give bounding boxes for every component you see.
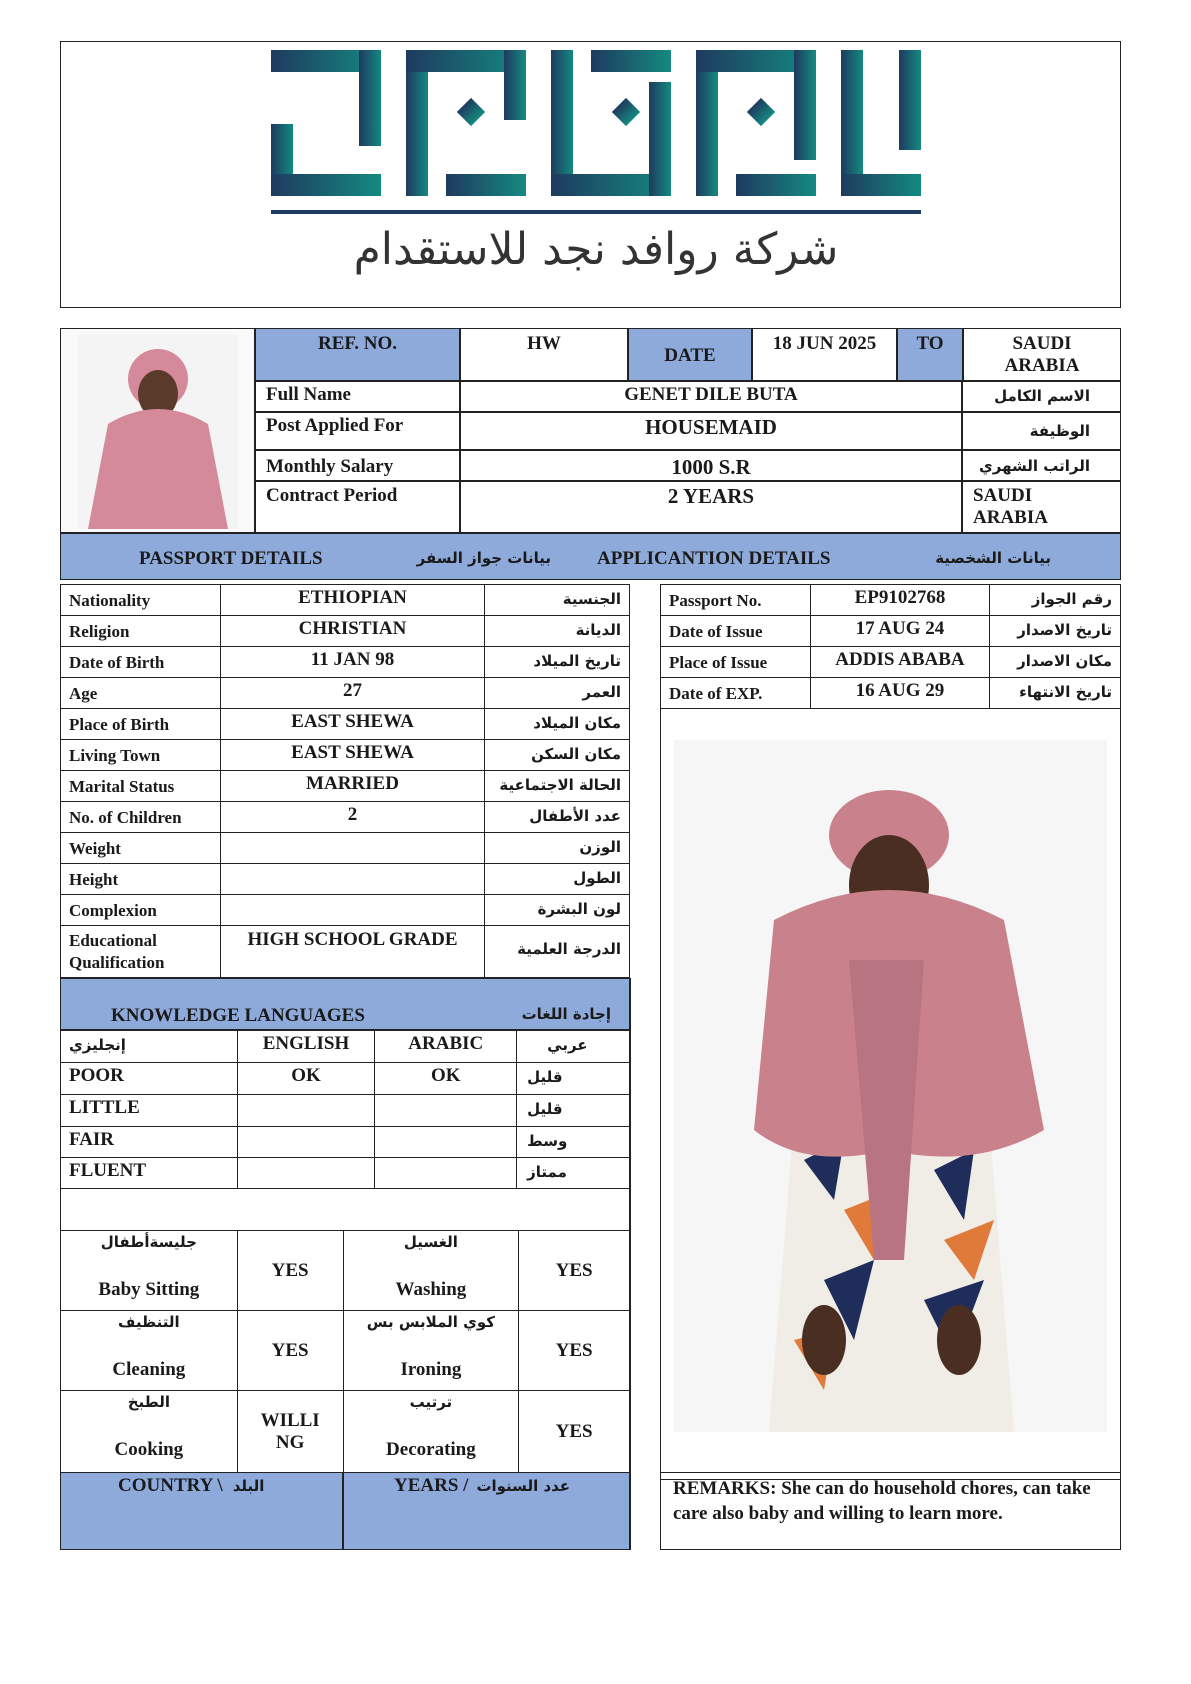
skill-washing bbox=[343, 1231, 519, 1311]
age-ar: العمر bbox=[485, 678, 630, 709]
post-value: HOUSEMAID bbox=[460, 412, 962, 450]
religion-value: CHRISTIAN bbox=[220, 616, 484, 647]
languages-title: KNOWLEDGE LANGUAGES bbox=[111, 1005, 365, 1026]
lang-level: FAIR bbox=[61, 1127, 238, 1158]
passport-details-title: PASSPORT DETAILS bbox=[139, 548, 323, 569]
skill-ironing-label: Ironing bbox=[400, 1359, 462, 1380]
weight-value bbox=[220, 833, 484, 864]
dob-value: 11 JAN 98 bbox=[220, 647, 484, 678]
skills-table bbox=[60, 1230, 630, 1473]
lang-level-ar: قليل bbox=[517, 1095, 630, 1127]
weight-label: Weight bbox=[61, 833, 221, 864]
country-label-ar: البلد bbox=[232, 1477, 265, 1495]
place-of-birth-ar: مكان الميلاد bbox=[485, 709, 630, 740]
lang-level: FLUENT bbox=[61, 1158, 238, 1189]
salary-value: 1000 S.R bbox=[460, 450, 962, 481]
table-row bbox=[661, 647, 1121, 678]
full-name-ar: الاسم الكامل bbox=[962, 381, 1121, 412]
applicant-photo-large bbox=[674, 740, 1107, 1432]
height-value bbox=[220, 864, 484, 895]
post-ar: الوظيفة bbox=[962, 412, 1121, 450]
nationality-label: Nationality bbox=[61, 585, 221, 616]
marital-status-value: MARRIED bbox=[220, 771, 484, 802]
skill-cleaning-value: YES bbox=[237, 1311, 343, 1391]
place-of-birth-value: EAST SHEWA bbox=[220, 709, 484, 740]
passport-no-label: Passport No. bbox=[661, 585, 811, 616]
date-of-exp-value: 16 AUG 29 bbox=[810, 678, 990, 709]
skill-babysitting-value: YES bbox=[237, 1231, 343, 1311]
lang-english-value bbox=[237, 1158, 375, 1189]
place-of-issue-ar: مكان الاصدار bbox=[990, 647, 1121, 678]
languages-table bbox=[60, 1030, 630, 1231]
table-row bbox=[61, 1095, 630, 1127]
lang-level-ar: وسط bbox=[517, 1127, 630, 1158]
skill-ironing-ar: كوي الملابس بس bbox=[366, 1313, 495, 1331]
lang-head-arabic-ar: عربي bbox=[517, 1031, 630, 1063]
skill-decorating bbox=[343, 1391, 519, 1473]
lang-head-arabic: ARABIC bbox=[375, 1031, 517, 1063]
lang-level: POOR bbox=[61, 1063, 238, 1095]
marital-status-label: Marital Status bbox=[61, 771, 221, 802]
skill-washing-label: Washing bbox=[395, 1279, 467, 1300]
nationality-value: ETHIOPIAN bbox=[220, 585, 484, 616]
table-row bbox=[61, 1031, 630, 1063]
table-row bbox=[61, 1189, 630, 1231]
skill-decorating-ar: ترتيب bbox=[409, 1393, 453, 1411]
table-row bbox=[61, 1231, 630, 1311]
country-label: COUNTRY \ bbox=[118, 1475, 223, 1496]
languages-title-ar: إجادة اللغات bbox=[521, 1005, 611, 1023]
living-town-ar: مكان السكن bbox=[485, 740, 630, 771]
table-row bbox=[61, 647, 630, 678]
personal-details-table bbox=[60, 584, 630, 978]
skill-ironing-value: YES bbox=[519, 1311, 630, 1391]
skill-cooking-value: WILLI NG bbox=[237, 1391, 343, 1473]
skill-cleaning bbox=[61, 1311, 238, 1391]
place-of-issue-label: Place of Issue bbox=[661, 647, 811, 678]
skill-cleaning-ar: التنظيف bbox=[118, 1313, 180, 1331]
dob-label: Date of Birth bbox=[61, 647, 221, 678]
lang-arabic-value bbox=[375, 1158, 517, 1189]
skill-cooking-ar: الطبخ bbox=[127, 1393, 171, 1411]
living-town-value: EAST SHEWA bbox=[220, 740, 484, 771]
date-of-issue-label: Date of Issue bbox=[661, 616, 811, 647]
lang-english-value bbox=[237, 1095, 375, 1127]
section-bar bbox=[60, 533, 1121, 580]
table-row bbox=[661, 678, 1121, 709]
experience-years bbox=[343, 1472, 630, 1550]
date-of-exp-ar: تاريخ الانتهاء bbox=[990, 678, 1121, 709]
table-row bbox=[61, 926, 630, 978]
table-row bbox=[61, 709, 630, 740]
lang-english-value: OK bbox=[237, 1063, 375, 1095]
salary-ar: الراتب الشهري bbox=[962, 450, 1121, 481]
table-row bbox=[61, 771, 630, 802]
date-of-exp-label: Date of EXP. bbox=[661, 678, 811, 709]
complexion-value bbox=[220, 895, 484, 926]
table-row bbox=[61, 895, 630, 926]
skill-babysitting bbox=[61, 1231, 238, 1311]
religion-ar: الديانة bbox=[485, 616, 630, 647]
place-of-issue-value: ADDIS ABABA bbox=[810, 647, 990, 678]
table-row bbox=[61, 864, 630, 895]
dob-ar: تاريخ الميلاد bbox=[485, 647, 630, 678]
passport-table bbox=[660, 584, 1121, 709]
marital-status-ar: الحالة الاجتماعية bbox=[485, 771, 630, 802]
skill-cooking-label: Cooking bbox=[114, 1439, 184, 1460]
living-town-label: Living Town bbox=[61, 740, 221, 771]
nationality-ar: الجنسية bbox=[485, 585, 630, 616]
education-label: Educational Qualification bbox=[61, 926, 221, 978]
lang-level-ar: قليل bbox=[517, 1063, 630, 1095]
remarks: REMARKS: She can do household chores, can take care also baby and willing to learn more. bbox=[660, 1472, 1121, 1550]
experience-country bbox=[60, 1472, 343, 1550]
years-label: YEARS / bbox=[394, 1475, 469, 1496]
children-label: No. of Children bbox=[61, 802, 221, 833]
place-of-birth-label: Place of Birth bbox=[61, 709, 221, 740]
education-value: HIGH SCHOOL GRADE bbox=[220, 926, 484, 978]
application-details-title: APPLICANTION DETAILS bbox=[597, 548, 831, 569]
salary-label: Monthly Salary bbox=[255, 450, 460, 481]
passport-details-title-ar: بيانات جواز السفر bbox=[416, 549, 551, 567]
skill-ironing bbox=[343, 1311, 519, 1391]
to-label: TO bbox=[897, 328, 963, 381]
age-value: 27 bbox=[220, 678, 484, 709]
table-row bbox=[61, 1391, 630, 1473]
post-label: Post Applied For bbox=[255, 412, 460, 450]
table-row bbox=[61, 678, 630, 709]
skill-cleaning-label: Cleaning bbox=[112, 1359, 186, 1380]
date-of-issue-value: 17 AUG 24 bbox=[810, 616, 990, 647]
table-row bbox=[61, 585, 630, 616]
years-label-ar: عدد السنوات bbox=[476, 1477, 571, 1495]
height-label: Height bbox=[61, 864, 221, 895]
to-value: SAUDI ARABIA bbox=[963, 328, 1121, 381]
applicant-photo-small bbox=[60, 328, 255, 533]
education-ar: الدرجة العلمية bbox=[485, 926, 630, 978]
letterhead bbox=[60, 41, 1121, 308]
lang-head-english: ENGLISH bbox=[237, 1031, 375, 1063]
passport-no-ar: رقم الجواز bbox=[990, 585, 1121, 616]
skill-decorating-label: Decorating bbox=[386, 1439, 476, 1460]
lang-arabic-value: OK bbox=[375, 1063, 517, 1095]
table-row bbox=[61, 802, 630, 833]
date-of-issue-ar: تاريخ الاصدار bbox=[990, 616, 1121, 647]
full-name-label: Full Name bbox=[255, 381, 460, 412]
skill-babysitting-label: Baby Sitting bbox=[98, 1279, 200, 1300]
weight-ar: الوزن bbox=[485, 833, 630, 864]
complexion-ar: لون البشرة bbox=[485, 895, 630, 926]
date-value: 18 JUN 2025 bbox=[752, 328, 897, 381]
table-row bbox=[61, 616, 630, 647]
table-row bbox=[661, 616, 1121, 647]
children-ar: عدد الأطفال bbox=[485, 802, 630, 833]
lang-level: LITTLE bbox=[61, 1095, 238, 1127]
lang-arabic-value bbox=[375, 1127, 517, 1158]
lang-english-value bbox=[237, 1127, 375, 1158]
table-row bbox=[61, 1063, 630, 1095]
lang-head-english-ar: إنجليزي bbox=[61, 1031, 238, 1063]
table-row bbox=[61, 740, 630, 771]
lang-level-ar: ممتاز bbox=[517, 1158, 630, 1189]
table-row bbox=[661, 585, 1121, 616]
skill-decorating-value: YES bbox=[519, 1391, 630, 1473]
skill-washing-value: YES bbox=[519, 1231, 630, 1311]
table-row bbox=[61, 833, 630, 864]
lang-arabic-value bbox=[375, 1095, 517, 1127]
table-row bbox=[61, 1311, 630, 1391]
complexion-label: Complexion bbox=[61, 895, 221, 926]
age-label: Age bbox=[61, 678, 221, 709]
company-name-ar: شركة روافد نجد للاستقدام bbox=[353, 224, 839, 275]
passport-no-value: EP9102768 bbox=[810, 585, 990, 616]
contract-country: SAUDI ARABIA bbox=[962, 481, 1121, 533]
date-label: DATE bbox=[628, 328, 752, 381]
contract-value: 2 YEARS bbox=[460, 481, 962, 533]
application-details-title-ar: بيانات الشخصية bbox=[935, 549, 1051, 567]
skill-washing-ar: الغسيل bbox=[403, 1233, 458, 1251]
skill-cooking bbox=[61, 1391, 238, 1473]
ref-value: HW bbox=[460, 328, 628, 381]
ref-label: REF. NO. bbox=[255, 328, 460, 381]
column-divider bbox=[630, 978, 631, 1550]
table-row bbox=[61, 1158, 630, 1189]
children-value: 2 bbox=[220, 802, 484, 833]
contract-label: Contract Period bbox=[255, 481, 460, 533]
languages-title-bar bbox=[60, 978, 630, 1030]
table-row bbox=[61, 1127, 630, 1158]
full-name-value: GENET DILE BUTA bbox=[460, 381, 962, 412]
religion-label: Religion bbox=[61, 616, 221, 647]
height-ar: الطول bbox=[485, 864, 630, 895]
skill-babysitting-ar: جليسةأطفال bbox=[100, 1233, 197, 1251]
